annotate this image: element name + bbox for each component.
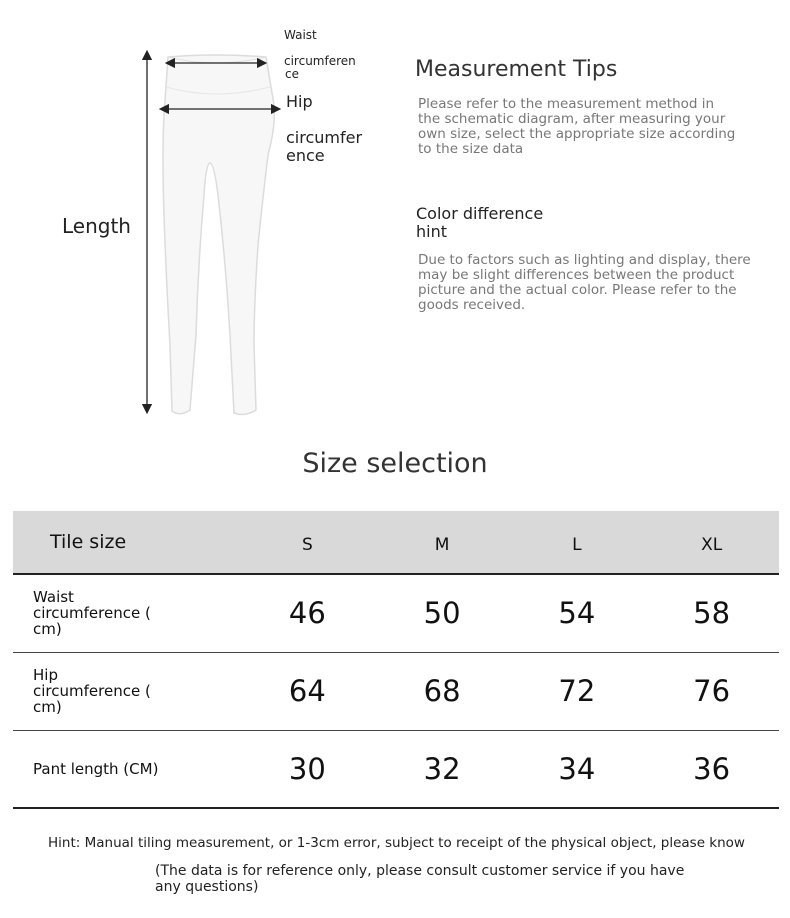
row-label-hip [13,652,240,730]
row-label-line: circumference ( [33,682,151,700]
table-cell: 36 [644,730,779,808]
table-cell: 54 [510,574,645,652]
size-header-s: S [240,511,375,574]
size-header-xl: XL [644,511,779,574]
row-label-line: cm) [33,620,62,639]
color-hint-line: may be slight differences between the product [418,267,735,283]
row-label-line: circumference ( [33,604,151,623]
row-label-line: cm) [33,698,62,716]
waist-label-3: ce [285,67,299,81]
color-hint-line: goods received. [418,297,526,313]
color-hint-title-line: hint [416,222,447,241]
tips-line: the schematic diagram, after measuring your [418,111,726,127]
table-header-row [13,511,779,574]
size-selection-title: Size selection [302,448,488,479]
tile-size-header: Tile size [13,511,240,574]
hip-label-2: circumfer [286,128,363,147]
hip-label: Hip [286,92,313,111]
color-hint-title-line: Color difference [416,204,544,223]
reference-note-line: (The data is for reference only, please consult customer service if you have [155,863,685,879]
color-difference-text [418,253,768,313]
table-cell: 50 [375,574,510,652]
reference-note [155,863,684,895]
table-cell: 34 [510,730,645,808]
size-table [13,511,779,809]
table-cell: 64 [240,652,375,730]
row-label-line: Waist [33,588,74,607]
tips-line: Please refer to the measurement method in [418,96,715,112]
waist-label-2: circumferen [284,54,356,68]
measurement-tips-title: Measurement Tips [415,57,618,82]
tips-line: own size, select the appropriate size according [418,126,736,142]
size-header-l: L [510,511,645,574]
size-header-m: M [375,511,510,574]
row-label-line: Hip [33,666,58,684]
table-row [13,730,779,808]
table-cell: 72 [510,652,645,730]
table-cell: 76 [644,652,779,730]
leggings-diagram [130,45,290,425]
row-label-waist [13,574,240,652]
waist-label: Waist [284,28,317,42]
table-cell: 30 [240,730,375,808]
measurement-hint: Hint: Manual tiling measurement, or 1-3cm error, subject to receipt of the physical object, please know [48,835,745,851]
color-difference-title [416,205,566,241]
color-hint-line: Due to factors such as lighting and display, there [418,252,751,268]
table-row [13,652,779,730]
table-cell: 68 [375,652,510,730]
table-row [13,574,779,652]
color-hint-line: picture and the actual color. Please refer to the [418,282,737,298]
tips-line: to the size data [418,141,524,157]
reference-note-line: any questions) [155,879,259,895]
row-label-pant-length: Pant length (CM) [13,730,240,808]
table-cell: 46 [240,574,375,652]
hip-label-3: ence [286,146,325,165]
length-label: Length [62,214,131,238]
table-cell: 58 [644,574,779,652]
measurement-tips-text [418,97,758,157]
table-cell: 32 [375,730,510,808]
